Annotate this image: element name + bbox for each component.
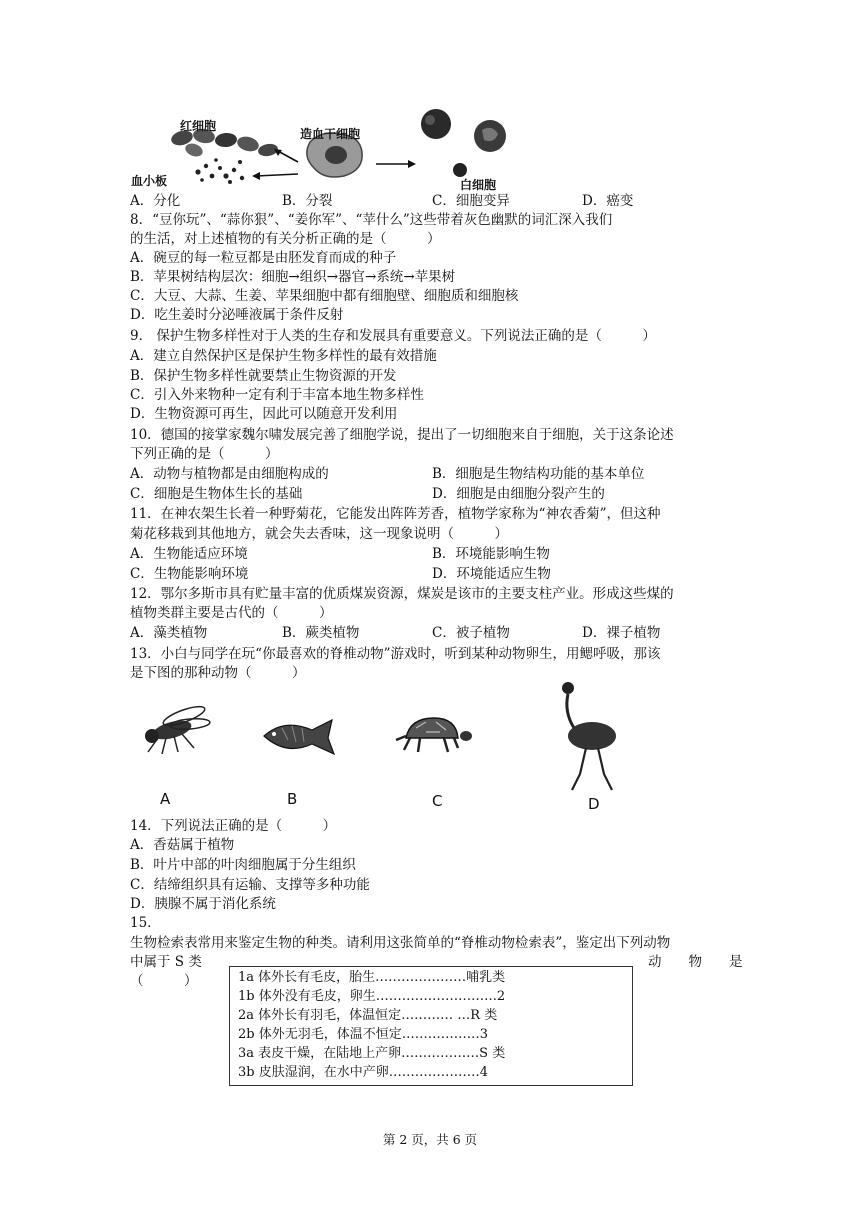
q15-stem-1: 生物检索表常用来鉴定生物的种类。请利用这张简单的“脊椎动物检索表”，鉴定出下列动物 — [130, 935, 671, 951]
rbc-3 — [214, 132, 237, 148]
q12-option-a[interactable]: A．藻类植物 — [130, 625, 208, 641]
label-platelet: 血小板 — [131, 174, 168, 188]
key-row-3b: 3b 皮肤湿润，在水中产卵…………………4 — [238, 1065, 488, 1080]
q11-option-d[interactable]: D．环境能适应生物 — [432, 566, 551, 582]
q8-option-c[interactable]: C．大豆、大蒜、生姜、苹果细胞中都有细胞壁、细胞质和细胞核 — [130, 288, 519, 304]
key-row-2b: 2b 体外无羽毛，体温不恒定………………3 — [238, 1027, 488, 1042]
q9-option-b[interactable]: B．保护生物多样性就要禁止生物资源的开发 — [130, 368, 397, 384]
q12-option-c[interactable]: C．被子植物 — [432, 625, 510, 641]
q7-option-b[interactable]: B．分裂 — [282, 193, 333, 209]
q10-option-a[interactable]: A．动物与植物都是由细胞构成的 — [130, 466, 329, 482]
q7-option-a[interactable]: A．分化 — [130, 193, 181, 209]
q8-option-b[interactable]: B．苹果树结构层次：细胞→组织→器官→系统→苹果树 — [130, 269, 456, 285]
q13-label-d[interactable]: D — [588, 795, 600, 813]
q10-stem-1: 10．德国的接掌家魏尔啸发展完善了细胞学说，提出了一切细胞来自于细胞，关于这条论述 — [130, 427, 674, 443]
q10-option-b[interactable]: B．细胞是生物结构功能的基本单位 — [432, 466, 645, 482]
q9-option-c[interactable]: C．引入外来物种一定有利于丰富本地生物多样性 — [130, 387, 424, 403]
q13-label-b[interactable]: B — [287, 790, 298, 808]
ostrich-icon — [550, 678, 630, 796]
q14-option-d[interactable]: D．胰腺不属于消化系统 — [130, 896, 276, 912]
q13-label-a[interactable]: A — [160, 790, 171, 808]
q8-option-d[interactable]: D．吃生姜时分泌唾液属于条件反射 — [130, 307, 344, 323]
q13-stem-1: 13．小白与同学在玩“你最喜欢的脊椎动物”游戏时，听到某种动物卵生，用鳃呼吸，那该 — [130, 646, 661, 662]
q12-option-d[interactable]: D．裸子植物 — [582, 625, 661, 641]
rbc-6 — [183, 141, 204, 158]
q7-option-d[interactable]: D．癌变 — [582, 193, 634, 209]
q14-option-c[interactable]: C．结缔组织具有运输、支撑等多种功能 — [130, 877, 370, 893]
rbc-4 — [236, 134, 261, 153]
q14-stem-1: 14．下列说法正确的是（ ） — [130, 818, 337, 834]
q10-option-d[interactable]: D．细胞是由细胞分裂产生的 — [432, 486, 605, 502]
q11-stem-2: 菊花移栽到其他地方，就会失去香味，这一现象说明（ ） — [130, 526, 508, 542]
q9-option-a[interactable]: A．建立自然保护区是保护生物多样性的最有效措施 — [130, 348, 437, 364]
wbc-3 — [453, 163, 467, 177]
page-footer: 第 2 页，共 6 页 — [382, 1132, 478, 1147]
q13-stem-2: 是下图的那种动物（ ） — [130, 665, 306, 681]
q11-option-b[interactable]: B．环境能影响生物 — [432, 546, 550, 562]
fly-icon — [138, 700, 218, 758]
q10-stem-2: 下列正确的是（ ） — [130, 446, 279, 462]
q12-stem-1: 12．鄂尔多斯市具有贮量丰富的优质煤炭资源，煤炭是该市的主要支柱产业。形成这些煤的 — [130, 586, 674, 602]
q13-label-c[interactable]: C — [432, 792, 443, 810]
fish-icon — [258, 714, 338, 760]
key-row-3a: 3a 表皮干燥，在陆地上产卵………………S 类 — [238, 1046, 506, 1061]
q14-option-a[interactable]: A．香菇属于植物 — [130, 837, 235, 853]
q11-option-c[interactable]: C．生物能影响环境 — [130, 566, 249, 582]
turtle-icon — [392, 708, 472, 760]
key-row-1b: 1b 体外没有毛皮，卵生……………………….2 — [238, 989, 506, 1004]
label-red-blood-cell: 红细胞 — [180, 119, 217, 133]
label-white-blood-cell: 白细胞 — [460, 178, 497, 192]
wbc-1 — [421, 109, 451, 139]
q8-stem-1: 8．“豆你玩”、“蒜你狠”、“姜你军”、“苹什么”这些带着灰色幽默的词汇深入我们 — [130, 212, 613, 228]
q15-stem-3: （ ） — [130, 973, 198, 989]
stem-cell-nucleus — [325, 146, 347, 164]
q11-option-a[interactable]: A．生物能适应环境 — [130, 546, 248, 562]
q15-stem-2-left: 中属于 S 类 — [130, 954, 202, 970]
vertebrate-key-table — [229, 966, 633, 1086]
q8-stem-2: 的生活，对上述植物的有关分析正确的是（ ） — [130, 231, 441, 247]
key-row-2a: 2a 体外长有羽毛，体温恒定………… …R 类 — [238, 1008, 498, 1023]
key-row-1a: 1a 体外长有毛皮，胎生…………………哺乳类 — [238, 970, 506, 985]
q15-number: 15． — [130, 915, 161, 931]
q10-option-c[interactable]: C．细胞是生物体生长的基础 — [130, 486, 303, 502]
q8-option-a[interactable]: A．碗豆的每一粒豆都是由胚发育而成的种子 — [130, 250, 397, 266]
platelets — [195, 158, 244, 184]
q11-stem-1: 11．在神农架生长着一种野菊花，它能发出阵阵芳香，植物学家称为“神农香菊”，但这种 — [130, 506, 661, 522]
q15-stem-2-right: 动 物 是 — [648, 954, 743, 970]
q7-option-c[interactable]: C．细胞变异 — [432, 193, 510, 209]
label-stem-cell: 造血干细胞 — [300, 127, 361, 141]
q9-stem-1: 9． 保护生物多样性对于人类的生存和发展具有重要意义。下列说法正确的是（ ） — [130, 328, 656, 344]
q12-stem-2: 植物类群主要是古代的（ ） — [130, 605, 333, 621]
q14-option-b[interactable]: B．叶片中部的叶肉细胞属于分生组织 — [130, 857, 356, 873]
q9-option-d[interactable]: D．生物资源可再生，因此可以随意开发利用 — [130, 406, 398, 422]
q12-option-b[interactable]: B．蕨类植物 — [282, 625, 360, 641]
